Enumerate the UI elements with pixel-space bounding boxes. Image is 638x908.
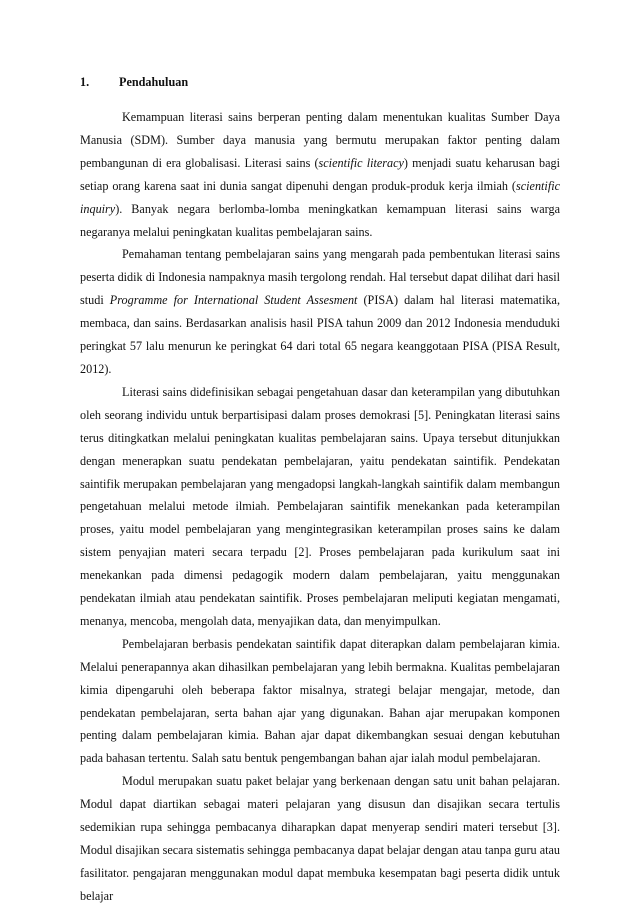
paragraph-text: ) menjadi suatu keharusan bagi setiap orang karena saat ini dunia sangat dipenuhi dengan produk-produk kerja ilmiah ( (80, 155, 560, 193)
italic-term: scientific inquiry (80, 178, 560, 216)
paragraph-text: ). Banyak negara berlomba-lomba meningkatkan kemampuan literasi sains warga negaranya melalui peningkatan kualitas pembelajaran sains. (80, 201, 560, 239)
section-title: Pendahuluan (119, 75, 189, 89)
italic-term: Programme for International Student Assesment (109, 293, 358, 308)
body-text (80, 106, 560, 908)
paragraph-text: Pembelajaran berbasis pendekatan saintifik dapat diterapkan dalam pembelajaran kimia. Melalui penerapannya akan dihasilkan pembelajaran yang lebih bermakna. Kualitas pembelajaran kimia dipengaruhi oleh beberapa faktor misalnya, strategi belajar mengajar, metode, dan pendekatan pembelajaran, serta bahan ajar yang digunakan. Bahan ajar merupakan komponen penting dalam pembelajaran kimia. Bahan ajar dapat dikembangkan sesuai dengan kebutuhan pada bahasan tertentu. Salah satu bentuk pengembangan bahan ajar ialah modul pembelajaran. (80, 636, 560, 766)
paragraph (80, 633, 560, 770)
paragraph-text: Literasi sains didefinisikan sebagai pengetahuan dasar dan keterampilan yang dibutuhkan oleh seorang individu untuk berpartisipasi dalam proses demokrasi [5]. Peningkatan literasi sains terus ditingkatkan melalui peningkatan kualitas pembelajaran sains. Upaya tersebut ditunjukkan dengan menerapkan suatu pendekatan pembelajaran, yaitu pendekatan saintifik. Pendekatan saintifik merupakan pembelajaran yang mengadopsi langkah-langkah saintifik dalam membangun pengetahuan melalui metode ilmiah. Pembelajaran saintifik menekankan pada keterampilan proses, yaitu model pembelajaran yang mengintegrasikan keterampilan proses sains ke dalam sistem penyajian materi secara terpadu [2]. Proses pembelajaran pada kurikulum saat ini menekankan pada dimensi pedagogik modern dalam pembelajaran, yaitu menggunakan pendekatan ilmiah atau pendekatan saintifik. Proses pembelajaran meliputi kegiatan mengamati, menanya, mencoba, mengolah data, menyajikan data, dan menyimpulkan. (80, 384, 560, 628)
italic-term: scientific literacy (318, 155, 404, 170)
paragraph-text: Pemahaman tentang pembelajaran sains yang mengarah pada pembentukan literasi sains peserta didik di Indonesia nampaknya masih tergolong rendah. Hal tersebut dapat dilihat dari hasil studi (80, 247, 560, 308)
paragraph (80, 770, 560, 907)
section-heading (80, 75, 188, 90)
paragraph (80, 243, 560, 380)
paragraph (80, 106, 560, 243)
section-number: 1. (80, 75, 90, 89)
paragraph-text: (PISA) dalam hal literasi matematika, membaca, dan sains. Berdasarkan analisis hasil PISA tahun 2009 dan 2012 Indonesia menduduki peringkat 57 lalu menurun ke peringkat 64 dari total 65 negara keanggotaan PISA (PISA Result, 2012). (80, 293, 561, 376)
paragraph-text: Kemampuan literasi sains berperan penting dalam menentukan kualitas Sumber Daya Manusia (SDM). Sumber daya manusia yang bermutu merupakan faktor penting dalam pembangunan di era globalisasi. Literasi sains ( (80, 110, 560, 170)
paragraph (80, 381, 560, 633)
paragraph-text: Modul merupakan suatu paket belajar yang berkenaan dengan satu unit bahan pelajaran. Modul dapat diartikan sebagai materi pelajaran yang disusun dan disajikan secara tertulis sedemikian rupa sehingga pembacanya diharapkan dapat menyerap sendiri materi tersebut [3]. Modul disajikan secara sistematis sehingga pembacanya dapat belajar dengan atau tanpa guru atau fasilitator. pengajaran menggunakan modul dapat membuka kesempatan bagi peserta didik untuk belajar (80, 774, 560, 903)
